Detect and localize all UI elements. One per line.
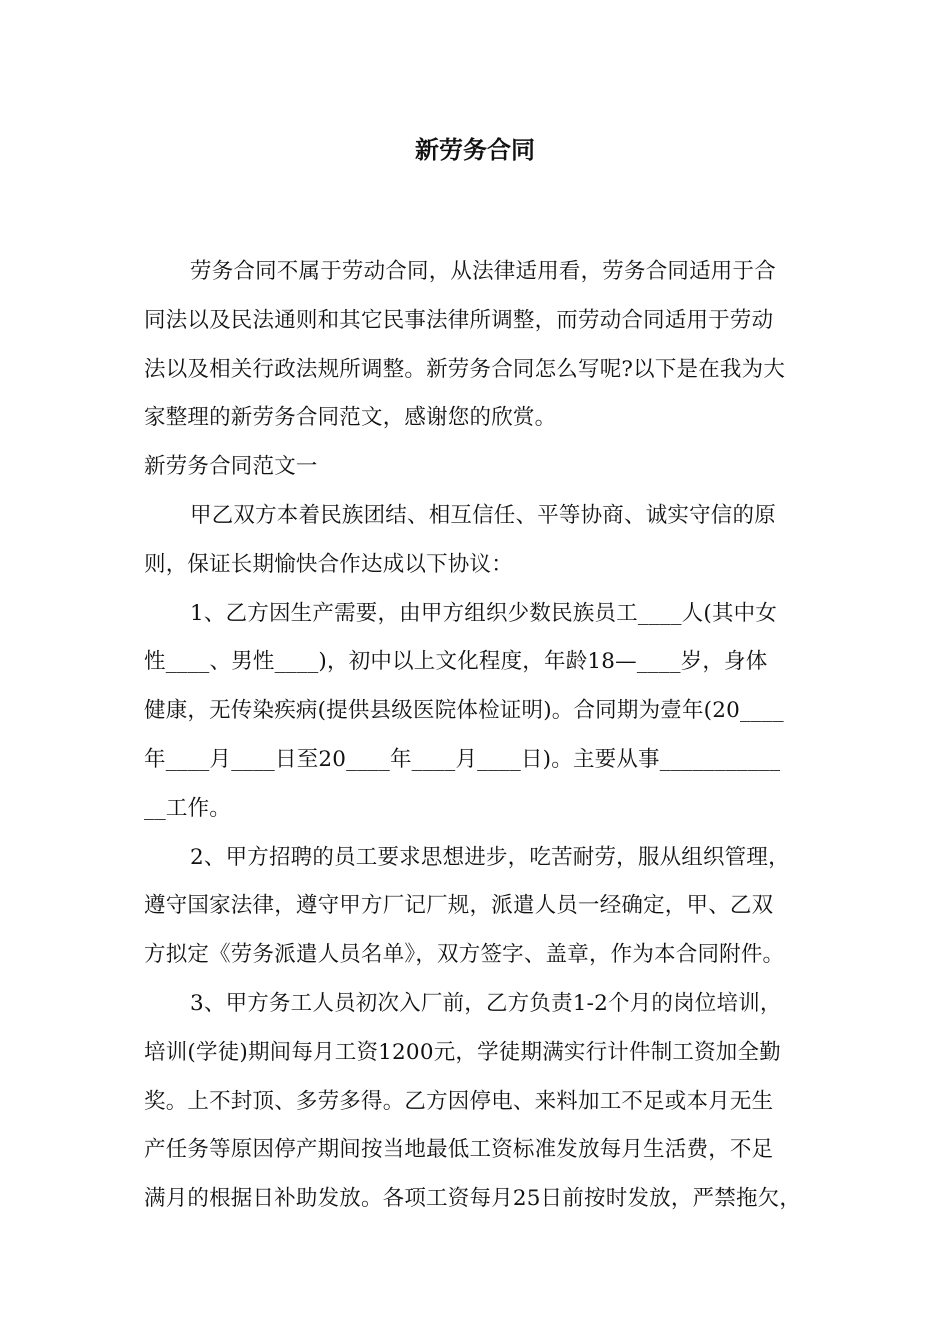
body-line: 2、甲方招聘的员工要求思想进步，吃苦耐劳，服从组织管理， xyxy=(190,844,790,870)
body-line: 年____月____日至20____年____月____日)。主要从事___________ xyxy=(144,746,781,772)
body-line: 法以及相关行政法规所调整。新劳务合同怎么写呢?以下是在我为大 xyxy=(144,356,786,382)
body-line: __工作。 xyxy=(144,795,232,821)
body-line: 遵守国家法律，遵守甲方厂记厂规，派遣人员一经确定，甲、乙双 xyxy=(144,893,774,919)
body-line: 奖。上不封顶、多劳多得。乙方因停电、来料加工不足或本月无生 xyxy=(144,1088,774,1114)
body-line: 甲乙双方本着民族团结、相互信任、平等协商、诚实守信的原 xyxy=(190,502,776,528)
document-title: 新劳务合同 xyxy=(415,136,535,164)
body-line: 家整理的新劳务合同范文，感谢您的欣赏。 xyxy=(144,405,557,431)
body-line: 新劳务合同范文一 xyxy=(144,454,318,480)
body-line: 培训(学徒)期间每月工资1200元，学徒期满实行计件制工资加全勤 xyxy=(144,1039,781,1065)
body-line: 同法以及民法通则和其它民事法律所调整，而劳动合同适用于劳动 xyxy=(144,307,774,333)
body-line: 3、甲方务工人员初次入厂前，乙方负责1-2个月的岗位培训， xyxy=(190,990,782,1016)
body-line: 满月的根据日补助发放。各项工资每月25日前按时发放，严禁拖欠， xyxy=(144,1186,802,1212)
body-line: 产任务等原因停产期间按当地最低工资标准发放每月生活费，不足 xyxy=(144,1137,774,1163)
document-body xyxy=(144,248,808,1224)
body-line: 健康，无传染疾病(提供县级医院体检证明)。合同期为壹年(20____ xyxy=(144,698,784,724)
body-line: 方拟定《劳务派遣人员名单》，双方签字、盖章，作为本合同附件。 xyxy=(144,942,785,968)
body-line: 1、乙方因生产需要，由甲方组织少数民族员工____人(其中女 xyxy=(190,600,778,626)
body-line: 劳务合同不属于劳动合同，从法律适用看，劳务合同适用于合 xyxy=(190,259,776,284)
body-line: 性____、男性____)，初中以上文化程度，年龄18—____岁，身体 xyxy=(144,649,768,675)
body-line: 则，保证长期愉快合作达成以下协议： xyxy=(144,551,513,577)
